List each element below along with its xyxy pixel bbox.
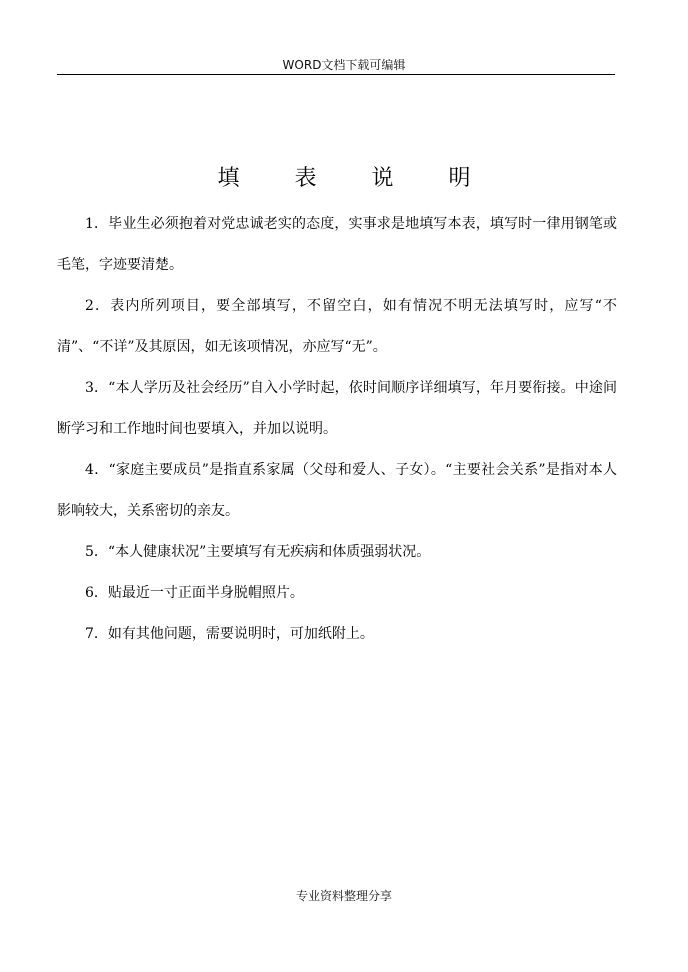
instruction-paragraph-5: 5．“本人健康状况”主要填写有无疾病和体质强弱状况。 bbox=[85, 544, 431, 560]
instructions-body bbox=[57, 204, 617, 655]
page-title: 填 表 说 明 bbox=[217, 166, 495, 191]
instruction-paragraph-3: 3．“本人学历及社会经历”自入小学时起，依时间顺序详细填写，年月要衔接。中途间断学习和工作地时间也要填入，并加以说明。 bbox=[57, 380, 617, 437]
instruction-paragraph-1: 1．毕业生必须抱着对党忠诚老实的态度，实事求是地填写本表，填写时一律用钢笔或毛笔，字迹要清楚。 bbox=[57, 216, 617, 273]
page-header: WORD文档下载可编辑 bbox=[282, 58, 406, 72]
page-footer: 专业资料整理分享 bbox=[295, 889, 392, 903]
instruction-paragraph-7: 7．如有其他问题，需要说明时，可加纸附上。 bbox=[85, 626, 374, 642]
header-divider bbox=[57, 74, 615, 75]
instruction-paragraph-2: 2．表内所列项目，要全部填写，不留空白，如有情况不明无法填写时，应写“不清”、“不详”及其原因，如无该项情况，亦应写“无”。 bbox=[57, 298, 617, 355]
instruction-paragraph-4: 4．“家庭主要成员”是指直系家属（父母和爱人、子女）。“主要社会关系”是指对本人影响较大，关系密切的亲友。 bbox=[57, 462, 617, 519]
instruction-paragraph-6: 6．贴最近一寸正面半身脱帽照片。 bbox=[85, 585, 304, 601]
